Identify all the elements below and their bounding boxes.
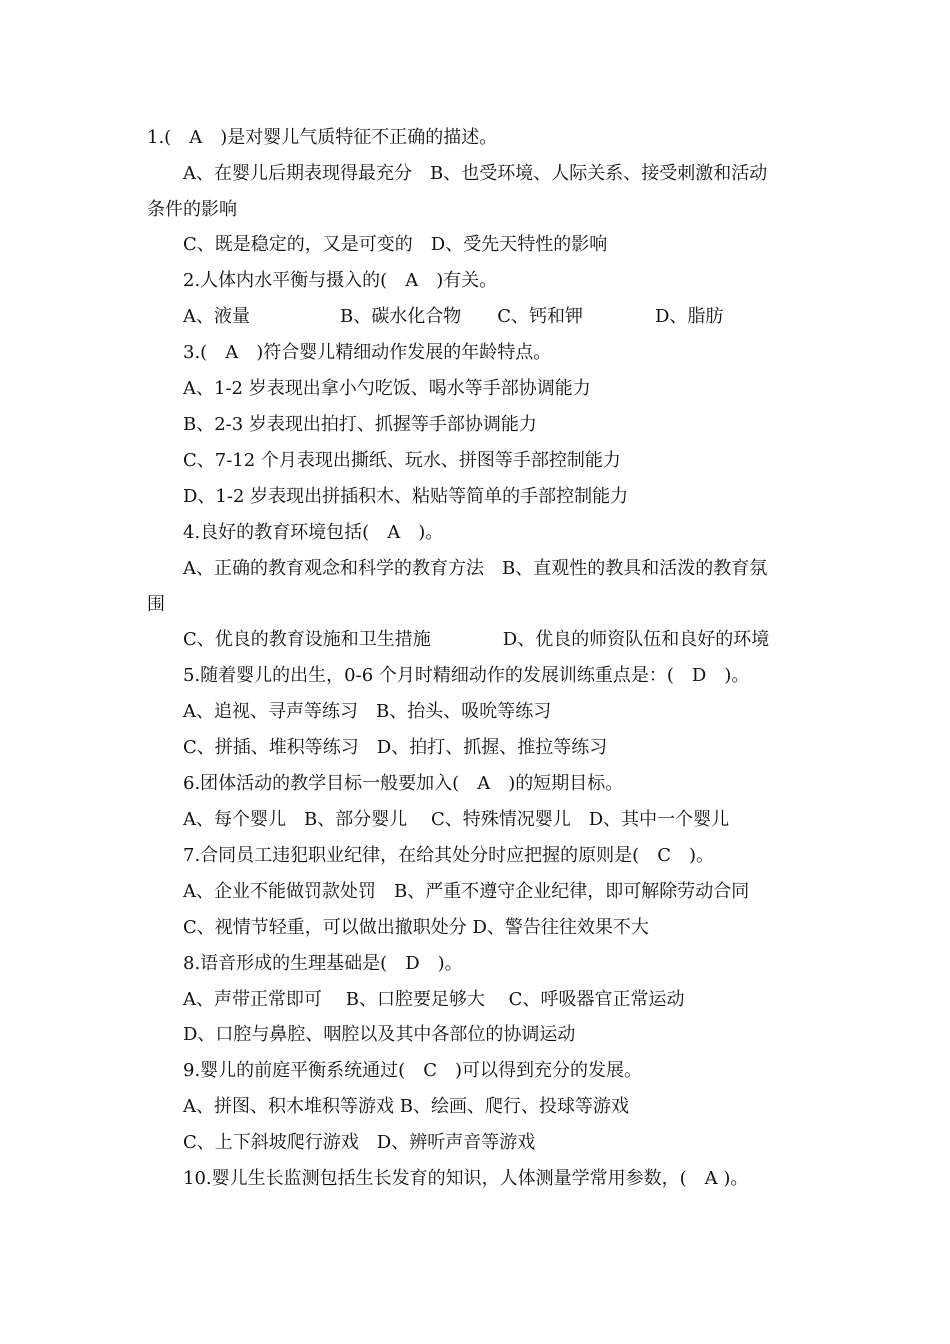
answer-options: A、1-2 岁表现出拿小勺吃饭、喝水等手部协调能力: [183, 378, 591, 399]
answer-options: D、1-2 岁表现出拼插积木、粘贴等简单的手部控制能力: [183, 486, 629, 507]
question-text: 7.合同员工违犯职业纪律，在给其处分时应把握的原则是( C )。: [183, 845, 714, 866]
answer-options: A、每个婴儿 B、部分婴儿 C、特殊情况婴儿 D、其中一个婴儿: [183, 809, 730, 830]
answer-options: C、7-12 个月表现出撕纸、玩水、拼图等手部控制能力: [183, 450, 621, 471]
answer-options: C、视情节轻重，可以做出撤职处分 D、警告往往效果不大: [183, 917, 649, 938]
question-text: 5.随着婴儿的出生，0-6 个月时精细动作的发展训练重点是：( D )。: [183, 665, 750, 686]
question-text: 9.婴儿的前庭平衡系统通过( C )可以得到充分的发展。: [183, 1060, 642, 1081]
answer-options: A、在婴儿后期表现得最充分 B、也受环境、人际关系、接受刺激和活动: [183, 163, 768, 184]
answer-options: A、追视、寻声等练习 B、抬头、吸吮等练习: [183, 701, 552, 722]
continuation-text: 围: [147, 594, 165, 615]
answer-options: A、正确的教育观念和科学的教育方法 B、直观性的教具和活泼的教育氛: [183, 558, 768, 579]
question-text: 6.团体活动的教学目标一般要加入( A )的短期目标。: [183, 773, 624, 794]
question-text: 2.人体内水平衡与摄入的( A )有关。: [183, 270, 498, 291]
answer-options: C、拼插、堆积等练习 D、拍打、抓握、推拉等练习: [183, 737, 608, 758]
question-text: 4.良好的教育环境包括( A )。: [183, 522, 444, 543]
answer-options: A、拼图、积木堆积等游戏 B、绘画、爬行、投球等游戏: [183, 1096, 629, 1117]
answer-options: C、既是稳定的，又是可变的 D、受先天特性的影响: [183, 234, 608, 255]
continuation-text: 条件的影响: [147, 199, 237, 220]
question-text: 1.( A )是对婴儿气质特征不正确的描述。: [147, 127, 498, 148]
answer-options: D、口腔与鼻腔、咽腔以及其中各部位的协调运动: [183, 1024, 576, 1045]
question-text: 8.语音形成的生理基础是( D )。: [183, 953, 463, 974]
answer-options: B、2-3 岁表现出拍打、抓握等手部协调能力: [183, 414, 537, 435]
answer-options: A、液量 B、碳水化合物 C、钙和钾 D、脂肪: [183, 306, 724, 327]
answer-options: C、优良的教育设施和卫生措施 D、优良的师资队伍和良好的环境: [183, 629, 770, 650]
answer-options: A、企业不能做罚款处罚 B、严重不遵守企业纪律，即可解除劳动合同: [183, 881, 750, 902]
question-text: 3.( A )符合婴儿精细动作发展的年龄特点。: [183, 342, 552, 363]
question-text: 10.婴儿生长监测包括生长发育的知识，人体测量学常用参数，( A )。: [183, 1168, 749, 1189]
answer-options: A、声带正常即可 B、口腔要足够大 C、呼吸器官正常运动: [183, 989, 685, 1010]
answer-options: C、上下斜坡爬行游戏 D、辨听声音等游戏: [183, 1132, 536, 1153]
